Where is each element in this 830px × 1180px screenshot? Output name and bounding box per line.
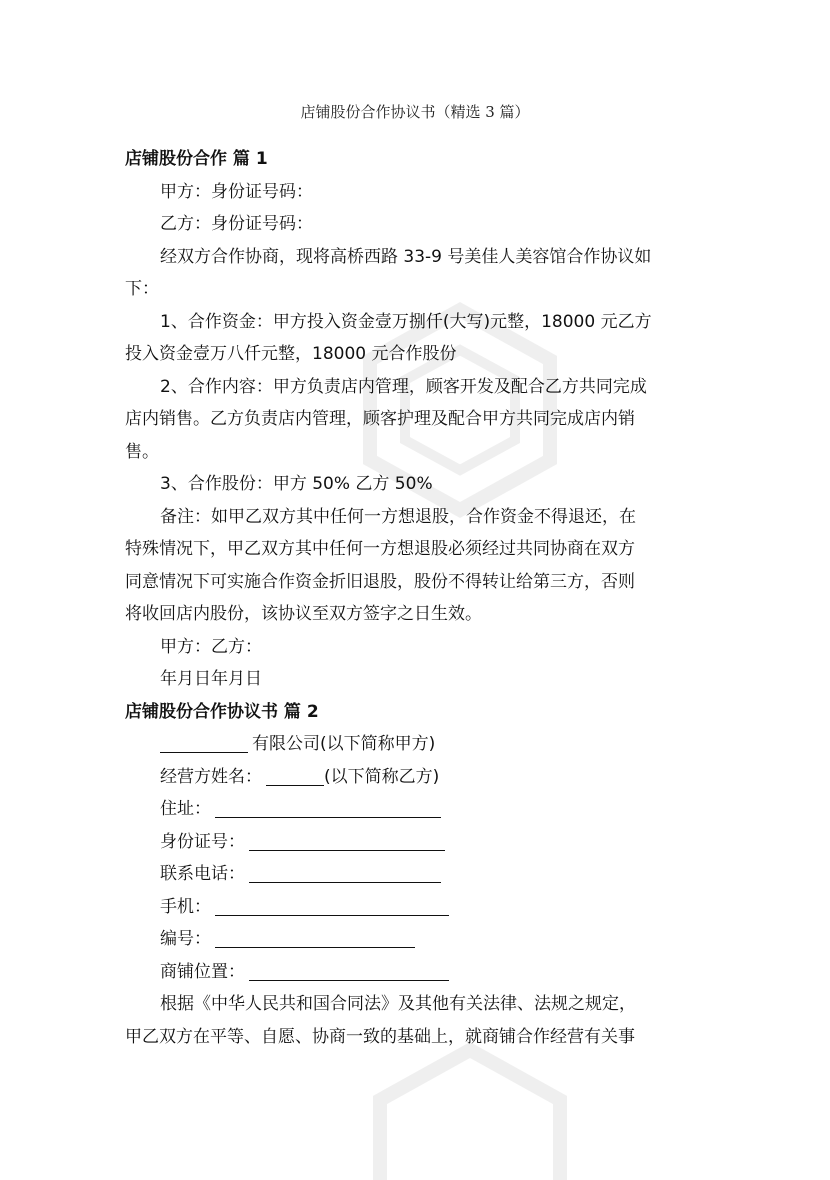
number-line: [125, 923, 710, 956]
operator-label: 经营方姓名：: [160, 766, 262, 787]
signature-line: 甲方：乙方：: [160, 636, 262, 657]
mobile-blank-underline: [215, 895, 449, 916]
phone-line: [125, 858, 710, 891]
number-label: 编号：: [160, 929, 211, 949]
operator-suffix: (以下简称乙方): [324, 766, 440, 787]
note-line-3: 同意情况下可实施合作资金折旧退股，股份不得转让给第三方，否则: [125, 571, 635, 592]
party-a-line: 甲方：身份证号码：: [160, 181, 313, 202]
item2-line-1: 2、合作内容：甲方负责店内管理，顾客开发及配合乙方共同完成: [160, 376, 647, 397]
item3-line: 3、合作股份：甲方 50% 乙方 50%: [160, 474, 433, 494]
note-line-1: 备注：如甲乙双方其中任何一方想退股，合作资金不得退还，在: [160, 506, 636, 527]
intro-line-1: 经双方合作协商，现将高桥西路 33-9 号美佳人美容馆合作协议如: [160, 246, 652, 267]
item2-line-3: 售。: [125, 441, 159, 462]
address-line: [125, 793, 710, 826]
mobile-line: [125, 891, 710, 924]
phone-blank-underline: [249, 862, 441, 883]
phone-label: 联系电话：: [160, 864, 245, 884]
date-line: 年月日年月日: [160, 669, 262, 689]
note-line-4: 将收回店内股份，该协议至双方签字之日生效。: [125, 604, 482, 624]
mobile-label: 手机：: [160, 896, 211, 917]
item2-line-2: 店内销售。乙方负责店内管理，顾客护理及配合甲方共同完成店内销: [125, 409, 635, 429]
company-line: [125, 728, 710, 761]
location-line: [125, 956, 710, 989]
document-title: 店铺股份合作协议书（精选 3 篇）: [300, 103, 530, 121]
operator-line: [125, 761, 710, 794]
id-label: 身份证号：: [160, 831, 245, 852]
id-blank-underline: [249, 830, 445, 851]
intro-line-2: 下：: [125, 279, 159, 299]
number-blank-underline: [215, 927, 415, 948]
note-line-2: 特殊情况下，甲乙双方其中任何一方想退股必须经过共同协商在双方: [125, 539, 635, 559]
address-label: 住址：: [160, 799, 211, 819]
section1-heading: 店铺股份合作 篇 1: [125, 149, 268, 169]
watermark-stamp-icon-lower: [370, 1040, 570, 1180]
item1-line-1: 1、合作资金：甲方投入资金壹万捌仟(大写)元整，18000 元乙方: [160, 311, 652, 332]
operator-blank-underline: [266, 765, 324, 786]
company-blank-underline: [160, 732, 248, 753]
item1-line-2: 投入资金壹万八仟元整，18000 元合作股份: [125, 344, 457, 364]
company-label: 有限公司(以下简称甲方): [252, 734, 436, 754]
location-blank-underline: [249, 960, 449, 981]
basis-line-1: 根据《中华人民共和国合同法》及其他有关法律、法规之规定，: [160, 994, 636, 1014]
id-line: [125, 826, 710, 859]
party-b-line: 乙方：身份证号码：: [160, 214, 313, 234]
address-blank-underline: [215, 797, 441, 818]
section2-heading: 店铺股份合作协议书 篇 2: [125, 701, 319, 722]
document-body: [125, 143, 710, 1053]
location-label: 商铺位置：: [160, 961, 245, 982]
basis-line-2: 甲乙双方在平等、自愿、协商一致的基础上，就商铺合作经营有关事: [125, 1026, 635, 1047]
